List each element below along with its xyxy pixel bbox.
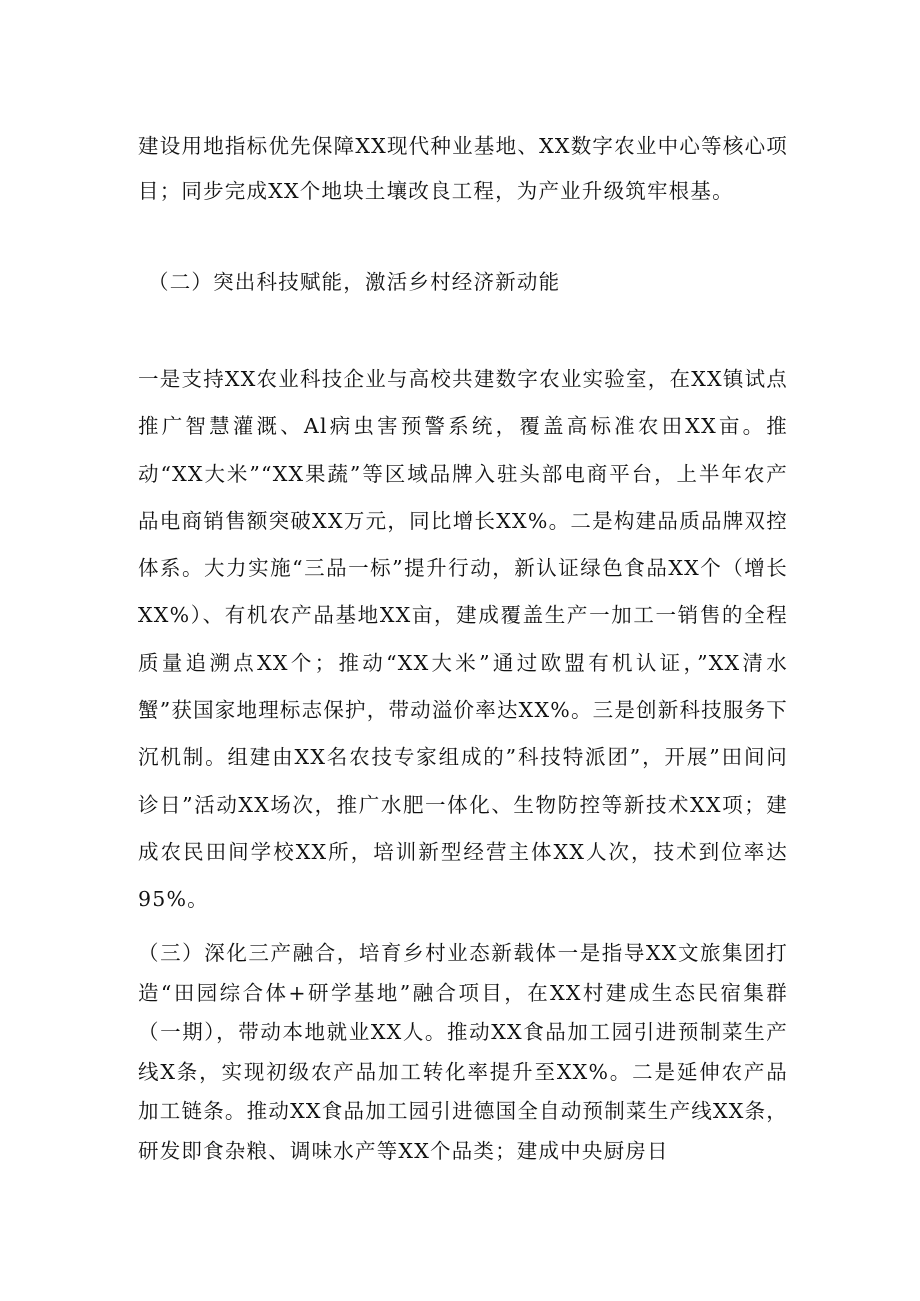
paragraph-tech-empowerment: 一是支持XX农业科技企业与高校共建数字农业实验室，在XX镇试点推广智慧灌溉、Al病虫害预警系统，覆盖高标准农田XX亩。推动“XX大米”“XX果蔬”等区域品牌入驻头部电商平台，上半年农产品电商销售额突破XX万元，同比增长XX%。二是构建品质品牌双控体系。大力实施“三品一标”提升行动，新认证绿色食品XX个（增长XX%）、有机农产品基地XX亩，建成覆盖生产一加工一销售的全程质量追溯点XX个；推动“XX大米”通过欧盟有机认证，”XX清水蟹”获国家地理标志保护，带动溢价率达XX%。三是创新科技服务下沉机制。组建由XX名农技专家组成的”科技特派团”，开展”田间问诊日”活动XX场次，推广水肥一体化、生物防控等新技术XX项；建成农民田间学校XX所，培训新型经营主体XX人次，技术到位率达95%。 [138, 367, 788, 912]
paragraph-land-use: 建设用地指标优先保障XX现代种业基地、XX数字农业中心等核心项目；同步完成XX个地块土壤改良工程，为产业升级筑牢根基。 [138, 134, 788, 203]
section-heading-2: （二）突出科技赋能，激活乡村经济新动能 [148, 270, 561, 294]
paragraph-industry-integration: （三）深化三产融合，培育乡村业态新载体一是指导XX文旅集团打造“田园综合体+研学基地”融合项目，在XX村建成生态民宿集群（一期），带动本地就业XX人。推动XX食品加工园引进预制菜生产线X条，实现初级农产品加工转化率提升至XX%。二是延伸农产品加工链条。推动XX食品加工园引进德国全自动预制菜生产线XX条，研发即食杂粮、调味水产等XX个品类；建成中央厨房日 [138, 941, 788, 1163]
